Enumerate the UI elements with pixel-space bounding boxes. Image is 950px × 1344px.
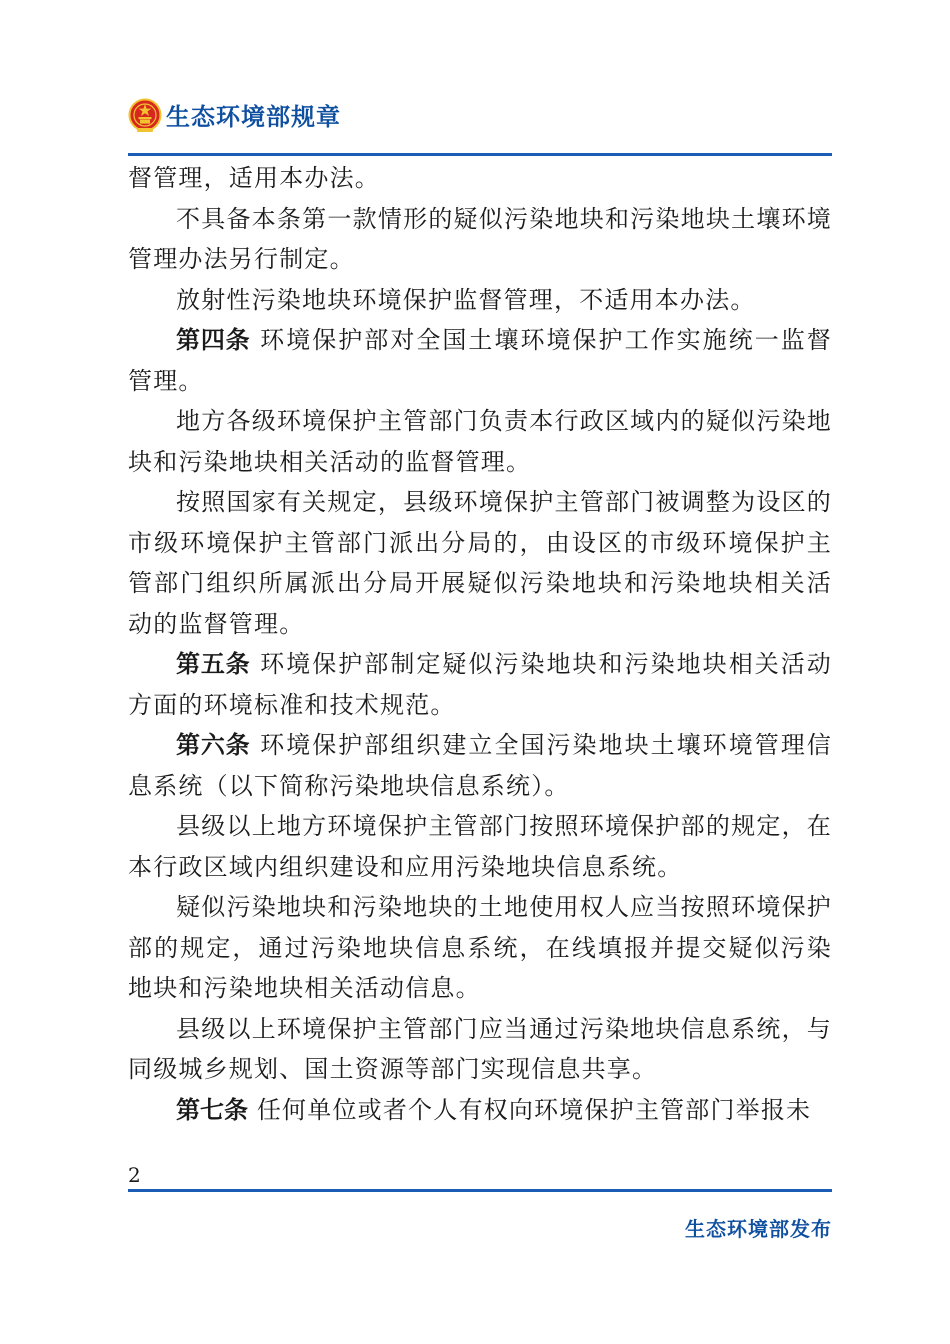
article-label: 第五条	[176, 650, 251, 678]
article-text: 环境保护部制定疑似污染地块和污染地块相关活动方面的环境标准和技术规范。	[128, 650, 833, 719]
article-text: 环境保护部组织建立全国污染地块土壤环境管理信息系统（以下简称污染地块信息系统）。	[128, 731, 833, 800]
footer-publisher: 生态环境部发布	[685, 1217, 832, 1241]
header-divider	[128, 153, 832, 156]
paragraph: 不具备本条第一款情形的疑似污染地块和污染地块土壤环境管理办法另行制定。	[128, 204, 832, 273]
article-paragraph	[128, 320, 832, 401]
header-title: 生态环境部规章	[166, 103, 341, 131]
paragraph: 县级以上地方环境保护主管部门按照环境保护部的规定，在本行政区域内组织建设和应用污染地块信息系统。	[128, 812, 832, 881]
paragraph: 地方各级环境保护主管部门负责本行政区域内的疑似污染地块和污染地块相关活动的监督管理。	[128, 407, 832, 476]
paragraph: 按照国家有关规定，县级环境保护主管部门被调整为设区的市级环境保护主管部门派出分局的，由设区的市级环境保护主管部门组织所属派出分局开展疑似污染地块和污染地块相关活动的监督管理。	[128, 488, 832, 638]
paragraph: 疑似污染地块和污染地块的土地使用权人应当按照环境保护部的规定，通过污染地块信息系统，在线填报并提交疑似污染地块和污染地块相关活动信息。	[128, 893, 832, 1002]
page-number: 2	[128, 1163, 141, 1187]
page-header	[128, 98, 832, 156]
footer-divider	[128, 1189, 832, 1192]
article-paragraph	[128, 1090, 832, 1131]
article-paragraph	[128, 725, 832, 806]
paragraph: 县级以上环境保护主管部门应当通过污染地块信息系统，与同级城乡规划、国土资源等部门实现信息共享。	[128, 1014, 832, 1083]
national-emblem-icon	[128, 98, 162, 134]
paragraph: 督管理，适用本办法。	[128, 164, 380, 192]
paragraph: 放射性污染地块环境保护监督管理，不适用本办法。	[176, 285, 756, 314]
article-label: 第七条	[176, 1095, 248, 1124]
article-label: 第六条	[176, 731, 251, 759]
document-body	[128, 158, 832, 1130]
article-text: 任何单位或者个人有权向环境保护主管部门举报未	[256, 1095, 812, 1124]
article-text: 环境保护部对全国土壤环境保护工作实施统一监督管理。	[128, 326, 833, 395]
article-label: 第四条	[176, 326, 251, 354]
article-paragraph	[128, 644, 832, 725]
